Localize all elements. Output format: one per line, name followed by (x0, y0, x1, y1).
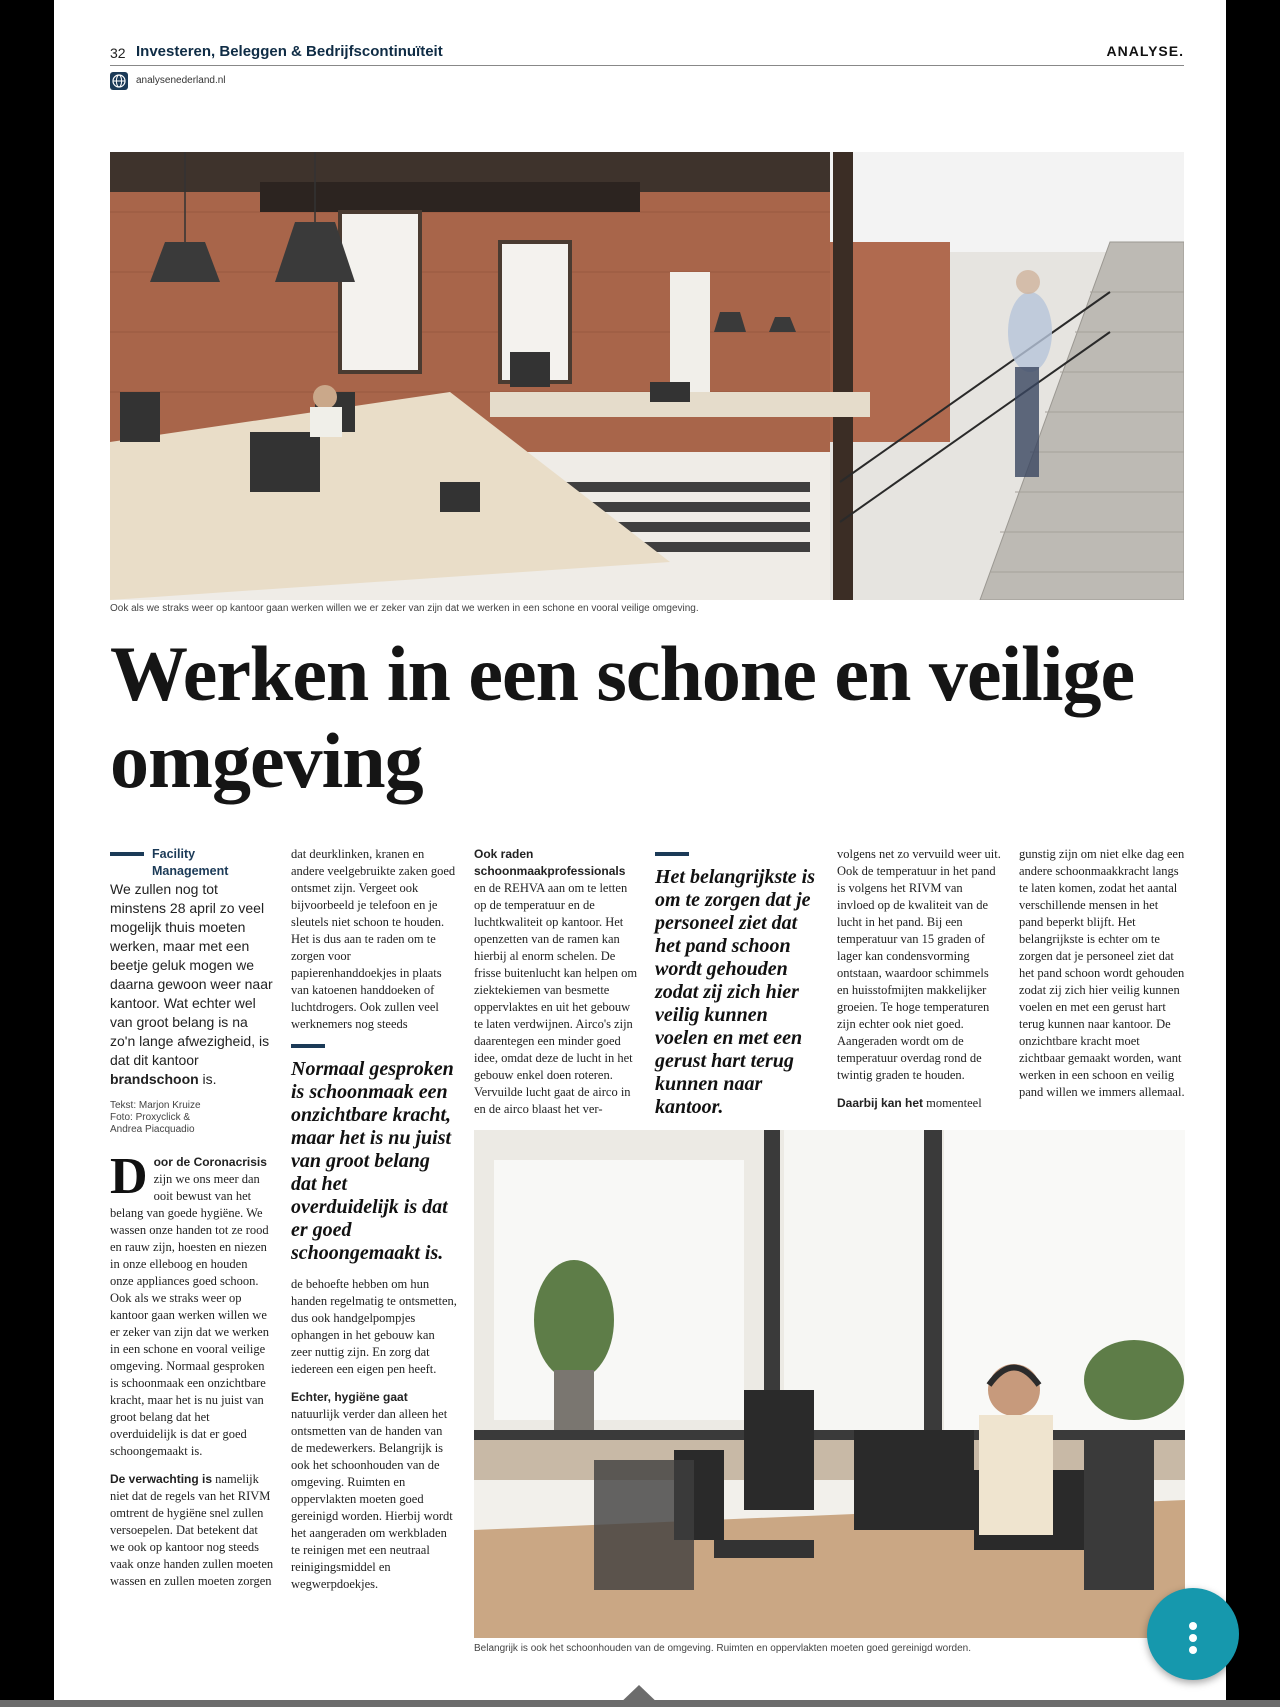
page-header (110, 43, 1184, 65)
paragraph-lead: oor de Coronacrisis (153, 1155, 267, 1169)
body-paragraph (474, 846, 640, 1118)
pull-quote: Het belangrijkste is om te zorgen dat je personeel ziet dat het pand schoon wordt gehouden zodat zij zich hier veilig kunnen voelen en met een gerust hart terug kunnen naar kantoor. (655, 866, 815, 1118)
body-paragraph (110, 1148, 274, 1460)
paragraph-text: momenteel (923, 1096, 982, 1110)
office-photo (110, 152, 1184, 600)
body-paragraph (291, 1389, 457, 1593)
intro-text: We zullen nog tot minstens 28 april zo veel mogelijk thuis moeten werken, maar met een beetje geluk mogen we daarna gewoon weer naar kantoor. Wat echter wel van groot belang is na zo'n lange afwezigheid, is dat dit kantoor (110, 881, 273, 1068)
intro-paragraph (110, 880, 274, 1089)
drop-cap: D (110, 1148, 148, 1205)
more-options-button[interactable] (1147, 1588, 1239, 1680)
intro-bold: brandschoon (110, 1071, 199, 1087)
rubric-label-2: Management (152, 864, 229, 878)
article-title: Werken in een schone en veilige omgeving (110, 630, 1135, 804)
workspace-photo (474, 1130, 1185, 1638)
paragraph-lead: Echter, hygiëne gaat (291, 1390, 408, 1404)
rubric (110, 846, 274, 880)
paragraph-text: zijn we ons meer dan ooit bewust van het belang van goede hygiëne. We wassen onze handen tot ze rood en rauw zijn, hoesten en niezen in onze elleboog en houden onze appliances goed schoon. Ook als we straks weer op kantoor gaan werken willen we er zeker van zijn dat we werken in een schone en vooral veilige omgeving. Normaal gesproken is schoonmaak een onzichtbare kracht, maar het is nu juist van groot belang dat het overduidelijk is dat er goed schoongemaakt is. (110, 1172, 269, 1458)
column-6 (1019, 846, 1185, 1112)
body-paragraph: dat deurklinken, kranen en andere veelgebruikte zaken goed ontsmet zijn. Vergeet ook bijvoorbeeld je telefoon en je sleutels niet schoon te houden. Het is dus aan te raden om te zorgen voor papierenhanddoekjes in plaats van katoenen handdoeken of luchtdrogers. Ook zullen veel werknemers nog steeds (291, 847, 456, 1031)
body-paragraph: gunstig zijn om niet elke dag een andere schoonmaakkracht langs te laten komen, zodat het aantal verschillende mensen in het pand beperkt blijft. Het belangrijkste is echter om te zorgen dat je personeel ziet dat het pand schoon wordt gehouden zodat zij zich hier veilig kunnen voelen en met een gerust hart terug kunnen naar kantoor. De onzichtbare kracht moet zichtbaar gemaakt worden, want werken in een schoon en veilig pand willen we immers allemaal. (1019, 847, 1185, 1099)
column-3 (474, 846, 640, 1129)
credits (110, 1100, 274, 1136)
paragraph-lead: De verwachting is (110, 1472, 213, 1486)
page-number: 32 (110, 45, 126, 61)
site-url: analysenederland.nl (136, 75, 226, 86)
column-2 (291, 846, 457, 1604)
photo-caption: Belangrijk is ook het schoonhouden van de omgeving. Ruimten en oppervlakten moeten goed gereinigd worden. (474, 1643, 971, 1654)
brand-logo: ANALYSE. (1106, 43, 1184, 59)
column-1 (110, 846, 274, 1601)
body-paragraph (110, 1471, 274, 1590)
credit-line: Foto: Proxyclick & (110, 1112, 191, 1123)
quote-bar (291, 1044, 325, 1048)
paragraph-lead: Ook raden schoonmaakprofessionals (474, 847, 626, 878)
column-4 (655, 846, 825, 1130)
rubric-label-1: Facility (152, 847, 196, 861)
paragraph-text: natuurlijk verder dan alleen het ontsmetten van de handen van de medewerkers. Belangrijk is ook het schoonhouden van de omgeving. Ruimten en oppervlakten moeten goed gereinigd worden. Hierbij wordt het aangeraden om werkbladen te reinigen met een neutraal reinigingsmiddel en wegwerpdoekjes. (291, 1407, 453, 1591)
pull-quote: Normaal gesproken is schoonmaak een onzichtbare kracht, maar het is nu juist van groot belang dat het overduidelijk is dat er goed schoongemaakt is. (291, 1058, 454, 1264)
body-paragraph: volgens net zo vervuild weer uit. Ook de temperatuur in het pand is volgens het RIVM van invloed op de kwaliteit van de lucht in het pand. Bij een temperatuur van 15 graden of lager kan condensvorming ontstaan, waardoor schimmels en huisstofmijten makkelijker groeien. Te hoge temperaturen zijn echter ook niet goed. Aangeraden wordt om de temperatuur overdag rond de twintig graden te houden. (837, 847, 1001, 1082)
globe-icon (110, 72, 128, 90)
rubric-bar (110, 852, 144, 856)
paragraph-text: en de REHVA aan om te letten op de temperatuur en de luchtkwaliteit op kantoor. Het openzetten van de ramen kan hierbij al enorm schelen. De frisse buitenlucht kan helpen om ziektekiemen van besmette oppervlaktes en uit het gebouw te laten verdwijnen. Airco's zijn daarentegen een minder goed idee, omdat deze de lucht in het gebouw enkel doen roteren. Vervuilde lucht gaat de airco in en de airco blaast het ver- (474, 881, 638, 1116)
chevron-up-icon[interactable] (616, 1685, 662, 1707)
body-paragraph (837, 1095, 1003, 1112)
header-divider (110, 65, 1184, 66)
credit-line: Andrea Piacquadio (110, 1124, 195, 1135)
body-paragraph: de behoefte hebben om hun handen regelmatig te ontsmetten, dus ook handgelpompjes ophangen in het gebouw kan zeer nuttig zijn. En zorg dat iedereen een eigen pen heeft. (291, 1277, 457, 1376)
intro-end: is. (198, 1071, 217, 1087)
paragraph-lead: Daarbij kan het (837, 1096, 924, 1110)
quote-bar (655, 852, 689, 856)
column-5 (837, 846, 1003, 1123)
section-title: Investeren, Beleggen & Bedrijfscontinuïteit (136, 43, 443, 60)
paragraph-text: namelijk niet dat de regels van het RIVM omtrent de hygiëne snel zullen versoepelen. Dat betekent dat we ook op kantoor nog steeds vaak onze handen zullen moeten wassen en zullen moeten zorgen (110, 1472, 274, 1588)
credit-line: Tekst: Marjon Kruize (110, 1100, 201, 1111)
magazine-page (54, 0, 1226, 1700)
photo-caption: Ook als we straks weer op kantoor gaan werken willen we er zeker van zijn dat we werken in een schone en vooral veilige omgeving. (110, 603, 699, 614)
